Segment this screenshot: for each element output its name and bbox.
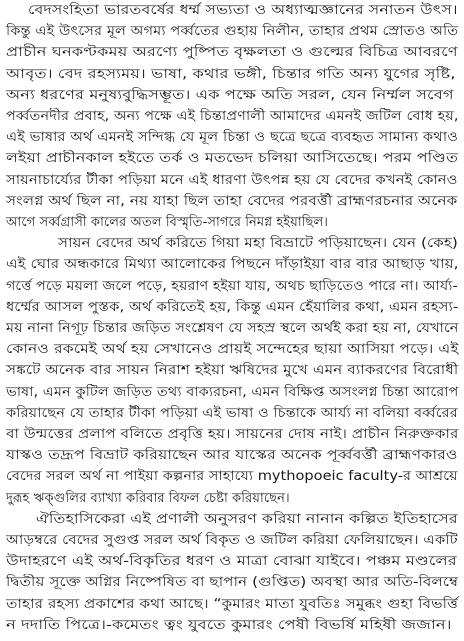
text-line: আবৃত। বেদ রহস্যময়। ভাষা, কথার ভঙ্গী, চিন্তার গতি অন্য যুগের সৃষ্টি, — [6, 66, 456, 82]
text-line: ঐতিহাসিকেরা এই প্রণালী অনুসরণ করিয়া নানান কল্পিত ইতিহাসের — [36, 511, 458, 527]
text-line: আড়ম্বরে বেদের সুগুপ্ত সরল অর্থ বিকৃত ও জটিল করিয়া ফেলিয়াছেন। একটি — [6, 533, 458, 548]
text-line: কোনও রকমেই অর্থ হয় সেখানেও প্রায়ই সন্দেহের ছায়া আসিয়া পড়ে। এই — [6, 342, 459, 358]
text-line: প্রাচীন ঘনকণ্টকময় অরণ্যে পুষ্পিত বৃক্ষলতা ও গুল্মের বিচিত্র আবরণে — [6, 45, 458, 61]
text-line: ন দদাতি পিত্রে।-কমেতং ত্বং যুবতে কুমারং পেষী বিভর্ষি মহিষী জজান। — [6, 617, 452, 633]
text-line: বা উন্মত্তের প্রলাপ বলিতে প্রবৃত্তি হয়। সায়নের দোষ নাই। প্রাচীন নিরুক্তকার — [6, 427, 459, 442]
text-line: অন্য ধরণের মনুষ্যবুদ্ধিসম্ভূত। এক পক্ষে অতি সরল, যেন নির্ম্মল সবেগ — [6, 87, 454, 103]
text-line: গর্ত্তে পড়ে ময়লা জলে পড়ে, হয়রাণ হইয়া যায়, অথচ ছাড়িতেও পারে না। আর্য্য- — [6, 278, 458, 294]
text-line: এই ভাষার অর্থ এমনই সন্দিগ্ধ যে মূল চিন্তা ও ছত্রে ছত্রে ব্যবহৃত সামান্য কথাও — [6, 130, 459, 146]
text-line: পর্ব্বতনদীর প্রবাহ, অন্য পক্ষে এই চিন্তাপ্রণালী আমাদের এমনই জটিল বোধ হয়, — [6, 109, 459, 124]
text-line: সায়ন বেদের অর্থ করিতে গিয়া মহা বিভ্রাটে পড়িয়াছেন। যেন (কেহ) — [58, 236, 458, 252]
text-line: উদাহরণে এই অর্থ-বিকৃতির ধরণ ও মাত্রা বোঝা যাইবে। পঞ্চম মণ্ডলের — [6, 554, 457, 570]
text-line: ধর্ম্মের আসল পুস্তক, অর্থ করিতেই হয়, কিন্তু এমন হেঁয়ালির কথা, এমন রহস্য- — [6, 299, 459, 315]
text-line: দ্বিতীয় সূক্তে অগ্নির নিষ্পেষিত বা ছাপান (গুপ্তিত) অবস্থা আর অতি-বিলম্বে — [6, 575, 459, 591]
text-line: লইয়া প্রাচীনকাল হইতে তর্ক ও মতভেদ চলিয়া আসিতেছে। পরম পণ্ডিত — [6, 151, 459, 167]
text-line: কিন্তু এই উৎসের মূল অগম্য পর্ব্বতের গুহায় নিলীন, তাহার প্রথম স্রোতও অতি — [6, 24, 459, 40]
text-line: দুরূহ ঋক্গুলির ব্যাখ্যা করিবার বিফল চেষ্টা করিয়াছেন। — [6, 490, 290, 506]
text-line: আগে সর্ব্বগ্রাসী কালের অতল বিস্মৃতি-সাগরে নিমগ্ন হইয়াছিল। — [6, 215, 329, 230]
text-line: বেদসংহিতা ভারতবর্ষের ধর্ম্ম সভ্যতা ও অধ্যাত্মজ্ঞানের সনাতন উৎস। — [28, 3, 458, 18]
text-line: ময় নানা নিগূঢ় চিন্তার জড়িত সংশ্লেষণ যে সহস্র স্থলে অর্থই করা হয় না, যেখানে — [6, 321, 459, 336]
text-line: বেদের সরল অর্থ না পাইয়া কল্পনার সাহায্যে mythopoeic faculty-র আশ্রয়ে — [6, 469, 458, 485]
text-line: সঙ্কটে অনেক বার সায়ন নিরাশ হইয়া ঋষিদের মুখে এমন ব্যাকরণের বিরোধী — [6, 363, 459, 379]
text-line: সংলগ্ন অর্থ ছিল না, নয় যাহা ছিল তাহা বেদের পরবর্ত্তী ব্রাহ্মণরচনার অনেক — [6, 193, 458, 209]
text-line: করিয়াছেন যে তাহার টীকা পড়িয়া এই ভাষা ও চিন্তাকে আর্য্য না বলিয়া বর্ব্বরের — [6, 405, 458, 421]
text-line: ভাষা, এমন কুটিল জড়িত তথ্য বাক্যরচনা, এমন বিক্ষিপ্ত অসংলগ্ন চিন্তা আরোপ — [6, 384, 459, 400]
text-line: তাহার রহস্য প্রকাশের কথা আছে। “কুমারং মাতা যুবতিঃ সমুব্ধং গুহা বিভর্ত্তি — [6, 596, 459, 612]
text-line: এই ঘোর অন্ধকারে মিথ্যা আলোকের পিছনে দাঁড়াইয়া বার বার আছাড় খায়, — [6, 257, 459, 273]
text-line: যাস্কও তদ্রূপ বিভ্রাট করিয়াছেন আর যাস্কের অনেক পূর্ব্ববর্ত্তী ব্রাহ্মণকারও — [6, 448, 458, 464]
text-line: সায়নাচার্য্যের টীকা পড়িয়া মনে এই ধারণা উৎপন্ন হয় যে বেদের কখনই কোনও — [6, 172, 458, 188]
